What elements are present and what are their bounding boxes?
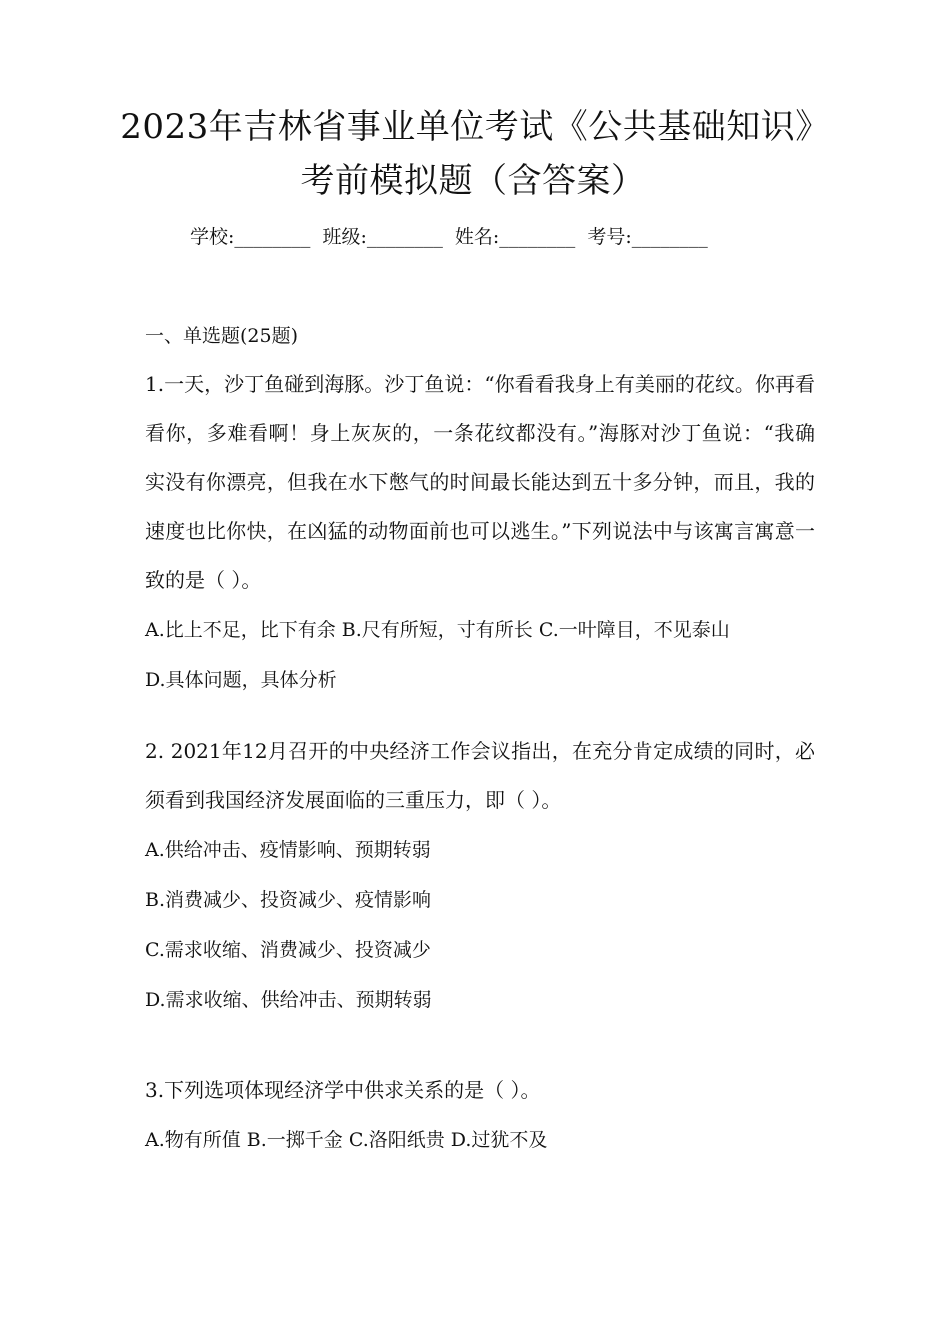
section-heading: 一、单选题(25题)	[145, 325, 299, 347]
school-field: 学校:________	[190, 226, 311, 248]
title-line-2: 考前模拟题（含答案）	[300, 161, 646, 201]
question-content	[145, 318, 815, 1165]
class-field: 班级:________	[322, 226, 443, 248]
option-line: B.消费减少、投资减少、疫情影响	[145, 889, 432, 911]
question-stem: 1.一天，沙丁鱼碰到海豚。沙丁鱼说：“你看看我身上有美丽的花纹。你再看看你，多难看啊！身上灰灰的，一条花纹都没有。”海豚对沙丁鱼说：“我确实没有你漂亮，但我在水下憋气的时间最长能达到五十多分钟，而且，我的速度也比你快，在凶猛的动物面前也可以逃生。”下列说法中与该寓言寓意一致的是（ ）。	[145, 372, 815, 592]
question-3	[145, 1065, 815, 1165]
option-line: A.供给冲击、疫情影响、预期转弱	[145, 839, 431, 861]
name-field: 姓名:________	[454, 226, 576, 248]
exam-number-field: 考号:________	[587, 226, 708, 248]
question-1	[145, 360, 815, 705]
question-stem: 2. 2021年12月召开的中央经济工作会议指出，在充分肯定成绩的同时，必须看到我国经济发展面临的三重压力，即（ ）。	[145, 739, 815, 812]
option-line: A.物有所值 B.一掷千金 C.洛阳纸贵 D.过犹不及	[145, 1129, 548, 1151]
student-info-row	[190, 222, 714, 252]
option-line: C.需求收缩、消费减少、投资减少	[145, 939, 431, 961]
option-line: D.需求收缩、供给冲击、预期转弱	[145, 989, 432, 1011]
title-line-1: 2023年吉林省事业单位考试《公共基础知识》	[120, 107, 830, 147]
option-line: A.比上不足，比下有余 B.尺有所短，寸有所长 C.一叶障目，不见泰山	[145, 619, 730, 641]
question-stem: 3.下列选项体现经济学中供求关系的是（ ）。	[145, 1078, 541, 1102]
question-2	[145, 727, 815, 1025]
document-title	[0, 100, 950, 208]
option-line: D.具体问题，具体分析	[145, 669, 337, 691]
